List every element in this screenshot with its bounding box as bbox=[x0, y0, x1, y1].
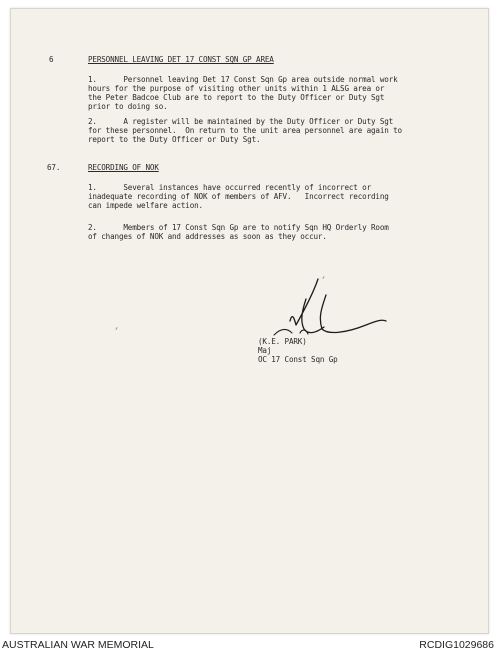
text-line: for these personnel. On return to the unit area personnel are again to bbox=[88, 126, 402, 135]
section-title: PERSONNEL LEAVING DET 17 CONST SQN GP AREA bbox=[88, 55, 274, 64]
text-line: 1. Personnel leaving Det 17 Const Sqn Gp area outside normal work bbox=[88, 75, 398, 84]
signature-appointment: OC 17 Const Sqn Gp bbox=[258, 355, 338, 364]
text-line: 1. Several instances have occurred recently of incorrect or bbox=[88, 183, 371, 192]
section-number: 6 bbox=[49, 55, 54, 64]
text-line: 2. Members of 17 Const Sqn Gp are to notify Sqn HQ Orderly Room bbox=[88, 223, 389, 232]
text-line: report to the Duty Officer or Duty Sgt. bbox=[88, 135, 261, 144]
signature-rank: Maj bbox=[258, 346, 272, 355]
footer-bar bbox=[0, 636, 497, 654]
section-number: 67. bbox=[47, 163, 61, 172]
paper-speck bbox=[115, 327, 117, 330]
text-line: the Peter Badcoe Club are to report to the Duty Officer or Duty Sgt bbox=[88, 93, 385, 102]
text-line: inadequate recording of NOK of members of AFV. Incorrect recording bbox=[88, 192, 389, 201]
text-line: of changes of NOK and addresses as soon as they occur. bbox=[88, 232, 327, 241]
document-page bbox=[10, 8, 489, 634]
section-title: RECORDING OF NOK bbox=[88, 163, 159, 172]
text-line: prior to doing so. bbox=[88, 102, 168, 111]
text-line: can impede welfare action. bbox=[88, 201, 203, 210]
text-line: 2. A register will be maintained by the Duty Officer or Duty Sgt bbox=[88, 117, 394, 126]
footer-source: AUSTRALIAN WAR MEMORIAL bbox=[2, 639, 154, 651]
signature-name: (K.E. PARK) bbox=[258, 337, 307, 346]
footer-reference: RCDIG1029686 bbox=[419, 639, 494, 651]
text-line: hours for the purpose of visiting other units within 1 ALSG area or bbox=[88, 84, 385, 93]
